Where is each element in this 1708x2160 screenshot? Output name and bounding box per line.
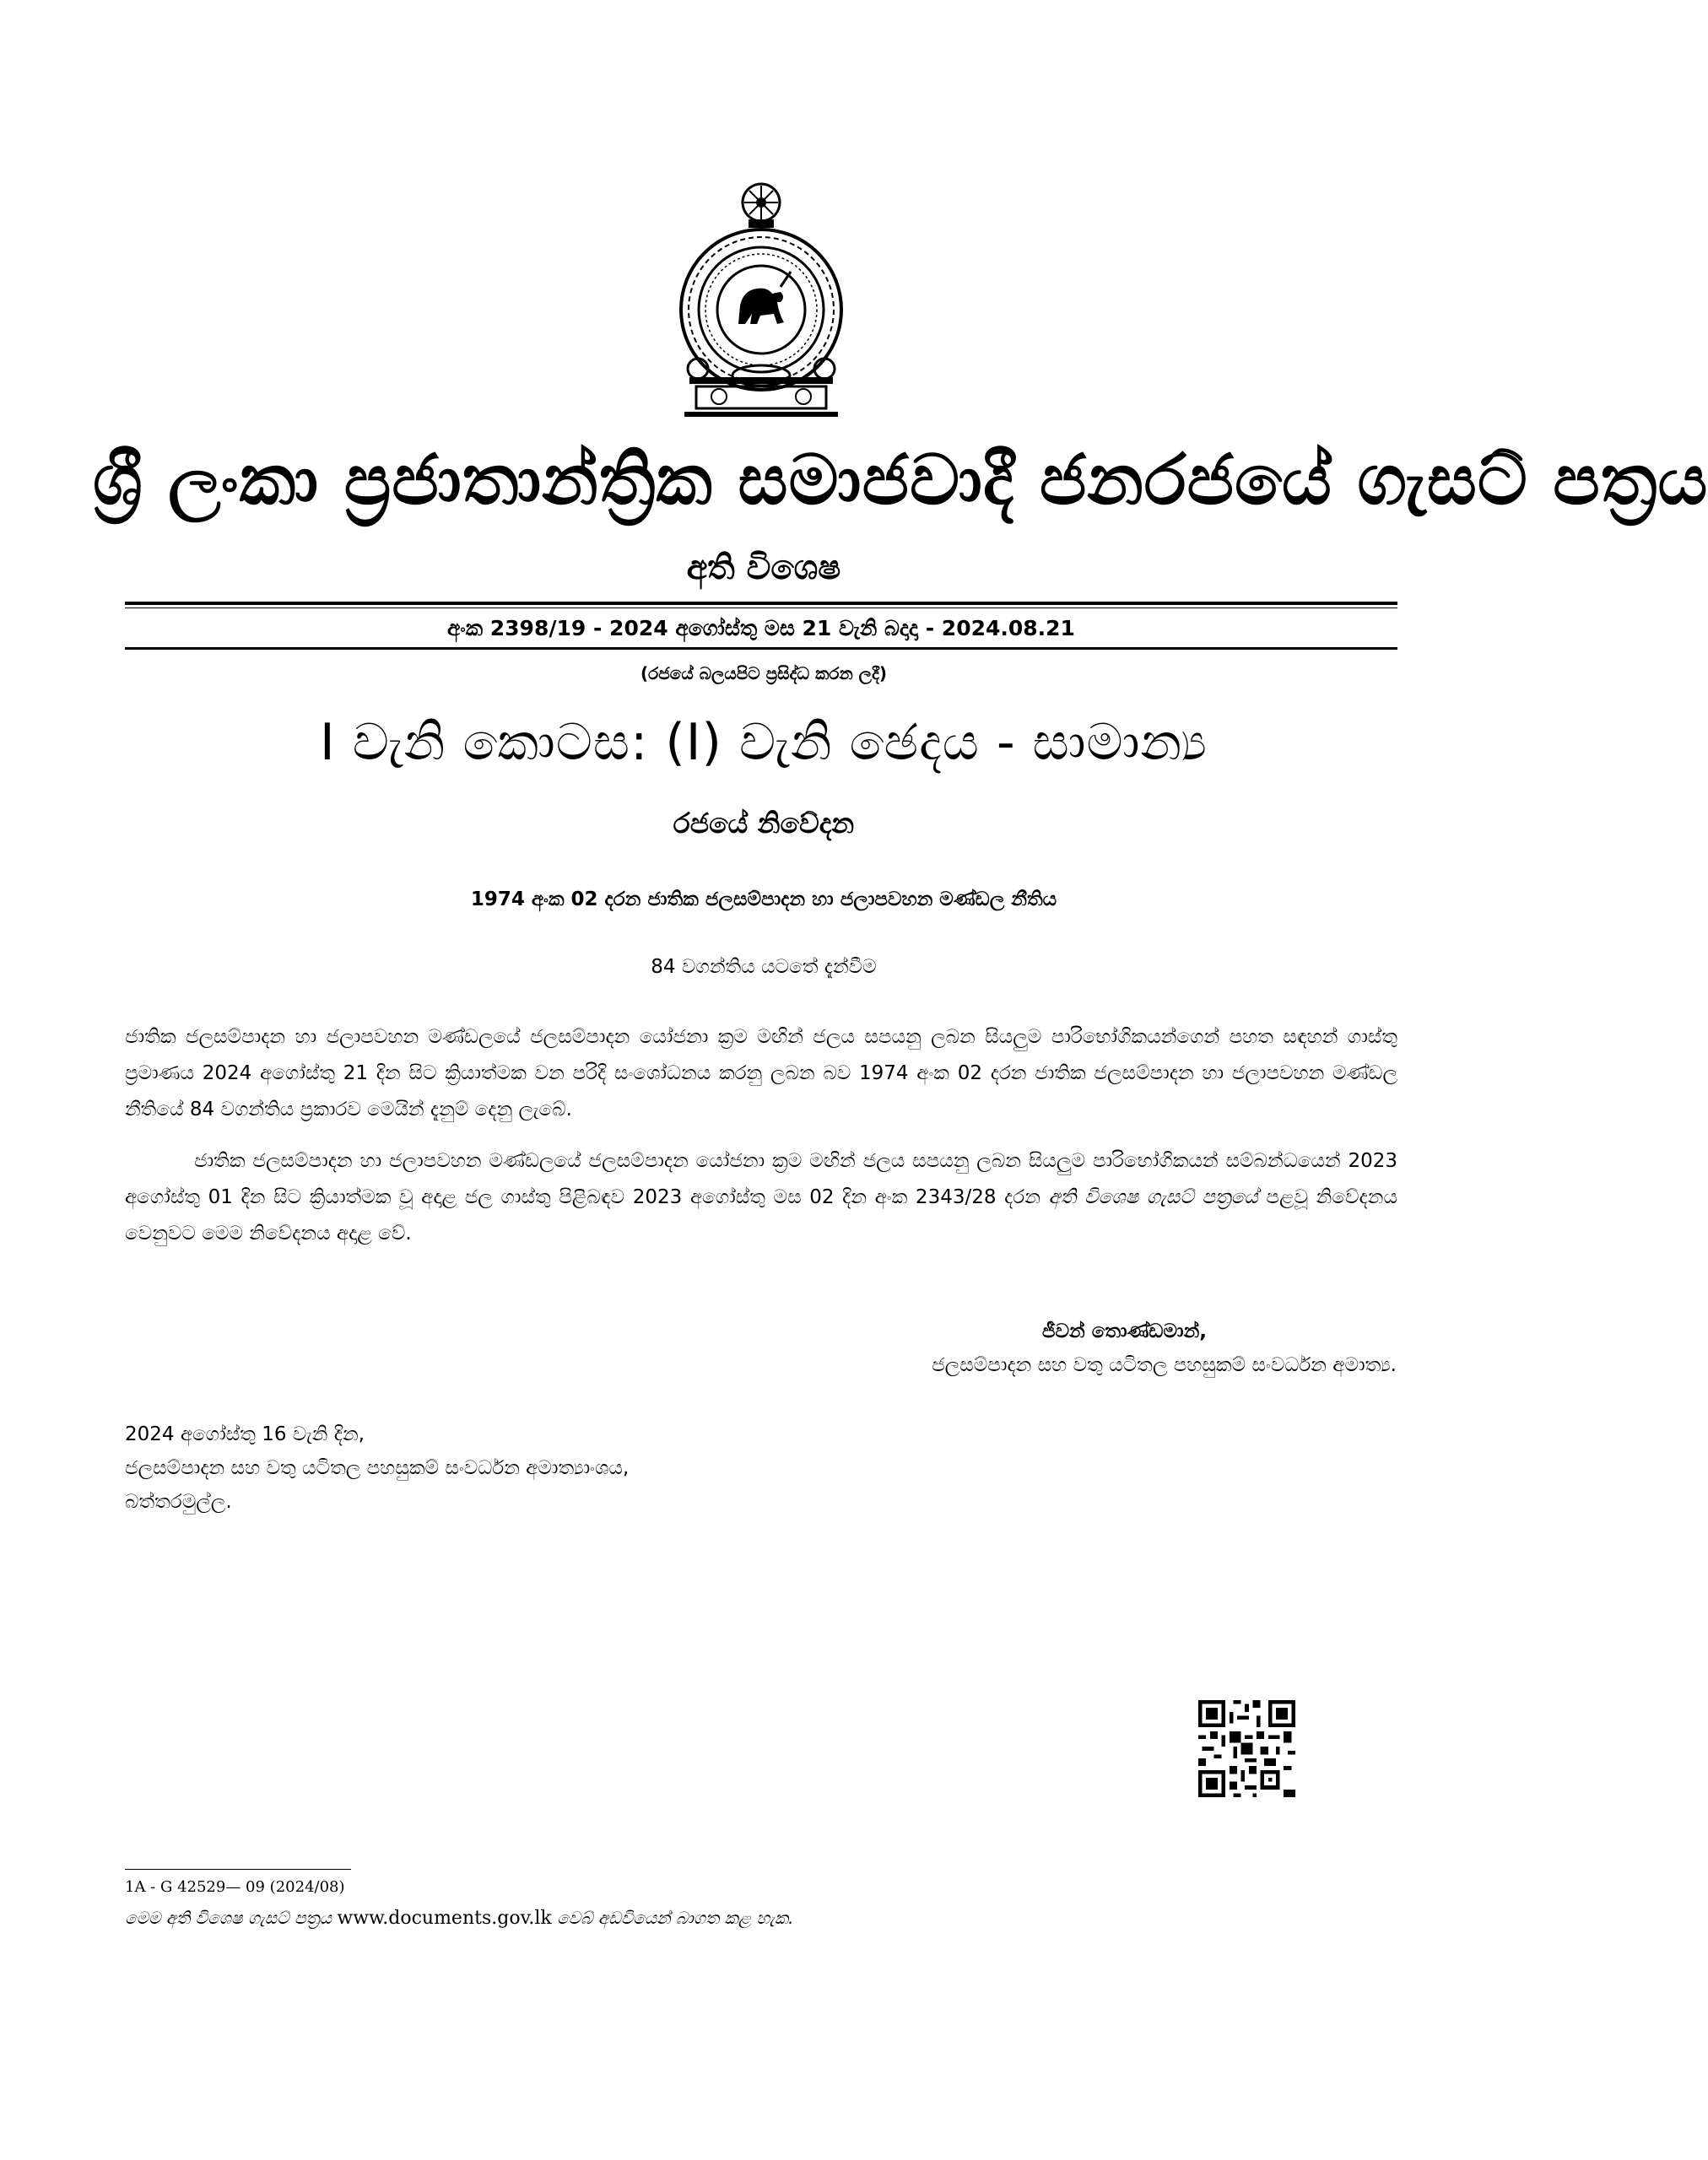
header-rule-bottom [125,647,1397,650]
notice-paragraph-2-italic: අති විශෙෂ ගැසට් පත්‍රයේ [1048,1186,1258,1208]
ministry-name: ජලසම්පාදන සහ වතු යටිතල පහසුකම් සංවර්ධන අමාත්‍යාංශය, [125,1457,630,1479]
signatory-name: ජීවන් තොණ්ඩමාන්, [1041,1320,1207,1342]
download-note-suffix: වෙබ් අඩවියෙන් බාගත කළ හැක. [551,1908,794,1928]
notice-paragraph-2 [125,1143,1397,1252]
notice-paragraph-2-part-b: පළවූ නිවේදනය වෙනුවට මෙම නිවේදනය අදාළ වේ. [125,1186,1397,1245]
date-place-block [125,1418,884,1519]
download-note-prefix: මෙම අති විශෙෂ ගැසට් පත්‍රය [125,1908,338,1928]
qr-code-icon [1198,1700,1295,1797]
gazette-masthead-title: ශ්‍රී ලංකා ප්‍රජාතාන්ත්‍රික සමාජවාදී ජනරජයේ ගැසට් පත්‍රය [93,440,1708,521]
signatory-title: ජලසම්පාදන සහ වතු යටිතල පහසුකම් සංවර්ධන අමාත්‍ය. [932,1354,1397,1376]
government-notifications-heading: රජයේ නිවේදන [673,807,855,840]
notice-date: 2024 අගෝස්තු 16 වැනි දින, [125,1423,365,1445]
notice-paragraph-1: ජාතික ජලසම්පාදන හා ජලාපවහන මණ්ඩලයේ ජලසම්පාදන යෝජනා ක්‍රම මඟින් ජලය සපයනු ලබන සියලුම පාරිභෝගිකයන්ගෙන් පහත සඳහන් ගාස්තු ප්‍රමාණය 2024 අගෝස්තු 21 දින සිට ක්‍රියාත්මක වන පරිදි සංශෝධනය කරනු ලබන බව 1974 අංක 02 දරන ජාතික ජලසම්පාදන හා ජලාපවහන මණ්ඩල නීතියේ 84 වගන්තිය ප්‍රකාරව මෙයින් දැනුම් දෙනු ලැබේ. [125,1026,1397,1120]
national-emblem-icon [673,179,850,419]
signature-block [722,1315,1397,1382]
published-by-authority: (රජයේ බලයපිට ප්‍රසිද්ධ කරන ලදී) [640,663,887,683]
documents-website-link[interactable]: www.documents.gov.lk [337,1908,552,1929]
place-name: බත්තරමුල්ල. [125,1491,232,1513]
download-note [125,1904,793,1932]
gazette-extraordinary-label: අති විශෙෂ [686,548,841,587]
notice-paragraph-2-part-a: ජාතික ජලසම්පාදන හා ජලාපවහන මණ්ඩලයේ ජලසම්පාදන යෝජනා ක්‍රම මඟින් ජලය සපයනු ලබන සියලුම පාරිභෝගිකයන් සම්බන්ධයෙන් 2023 අගෝස්තු 01 දින සිට ක්‍රියාත්මක වූ අදාළ ජල ගාස්තු පිළිබඳව 2023 අගෝස්තු මස 02 දින අංක 2343/28 දරන [125,1150,1397,1208]
issue-number-date: අංක 2398/19 - 2024 අගෝස්තු මස 21 වැනි බදාදා - 2024.08.21 [447,616,1075,640]
header-rule-top [125,602,1397,605]
act-title: 1974 අංක 02 දරන ජාතික ජලසම්පාදන හා ජලාපවහන මණ්ඩල නීතිය [470,888,1057,910]
print-code: 1A - G 42529— 09 (2024/08) [125,1878,345,1896]
footnote-rule [125,1869,351,1870]
section-notice-title: 84 වගන්තිය යටතේ දැන්වීම [651,956,877,978]
part-section-title: I වැනි කොටස: (I) වැනි ඡෙදය - සාමාන්‍ය [320,713,1208,772]
